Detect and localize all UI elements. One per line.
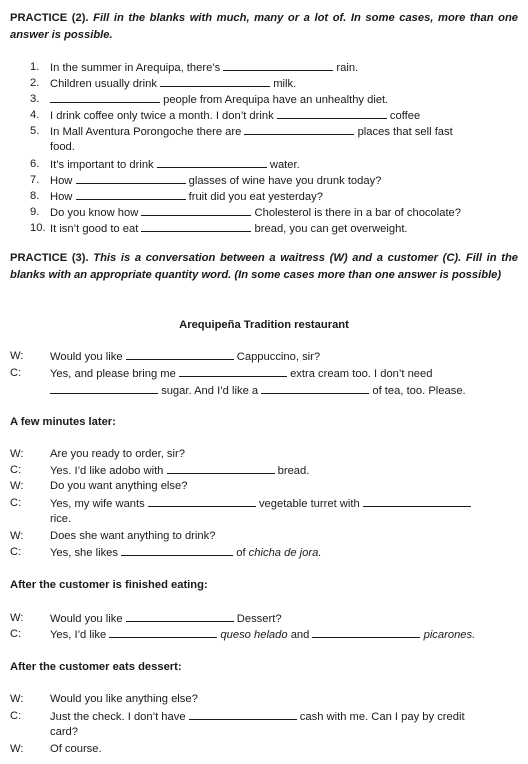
answer-blank[interactable]: [179, 365, 287, 377]
list-item: In the summer in Arequipa, there’s rain.: [50, 59, 358, 77]
section-heading-later: A few minutes later:: [10, 416, 116, 428]
list-item: Children usually drink milk.: [50, 75, 296, 93]
answer-blank[interactable]: [121, 544, 233, 556]
item-number: 2.: [30, 77, 40, 89]
item-number: 6.: [30, 158, 40, 170]
item-number: 10.: [30, 222, 46, 234]
speaker-label: W:: [10, 612, 24, 624]
dialogue-line: Of course.: [50, 743, 102, 755]
list-item: How glasses of wine have you drunk today?: [50, 172, 381, 190]
answer-blank[interactable]: [76, 188, 186, 200]
answer-blank[interactable]: [244, 123, 354, 135]
list-item: Do you know how Cholesterol is there in a bar of chocolate?: [50, 204, 461, 222]
list-item: people from Arequipa have an unhealthy diet.: [50, 91, 388, 109]
speaker-label: W:: [10, 693, 24, 705]
dialogue-line-continuation: sugar. And I’d like a of tea, too. Please.: [50, 382, 466, 400]
practice3-lead: PRACTICE (3).: [10, 252, 89, 264]
section-heading-dessert: After the customer eats dessert:: [10, 661, 182, 673]
list-item: It isn’t good to eat bread, you can get overweight.: [50, 220, 408, 238]
list-item: In Mall Aventura Porongoche there are places that sell fast: [50, 123, 453, 141]
dialogue-line: Would you like Dessert?: [50, 610, 282, 628]
answer-blank[interactable]: [167, 462, 275, 474]
dialogue-line: Would you like anything else?: [50, 693, 198, 705]
dialogue-line: Yes. I’d like adobo with bread.: [50, 462, 309, 480]
list-item: How fruit did you eat yesterday?: [50, 188, 323, 206]
item-number: 4.: [30, 109, 40, 121]
item-number: 3.: [30, 93, 40, 105]
practice2-instruction: Fill in the blanks with much, many or a lot of. In some cases, more than one answer is possible.: [10, 12, 519, 41]
section-heading-finished: After the customer is finished eating:: [10, 579, 208, 591]
dialogue-line: Yes, I’d like queso helado and picarones.: [50, 626, 475, 644]
item-number: 8.: [30, 190, 40, 202]
answer-blank[interactable]: [277, 107, 387, 119]
list-item: I drink coffee only twice a month. I don’t drink coffee: [50, 107, 420, 125]
answer-blank[interactable]: [157, 156, 267, 168]
dialogue-line: Yes, and please bring me extra cream too. I don’t need: [50, 365, 432, 383]
list-item: It’s important to drink water.: [50, 156, 300, 174]
speaker-label: C:: [10, 710, 22, 722]
item-number: 5.: [30, 125, 40, 137]
dialogue-line: Does she want anything to drink?: [50, 530, 216, 542]
answer-blank[interactable]: [50, 382, 158, 394]
answer-blank[interactable]: [261, 382, 369, 394]
speaker-label: W:: [10, 480, 24, 492]
list-item-continuation: food.: [50, 141, 75, 153]
speaker-label: W:: [10, 530, 24, 542]
dialogue-line: Yes, my wife wants vegetable turret with: [50, 495, 471, 513]
speaker-label: C:: [10, 367, 22, 379]
speaker-label: C:: [10, 546, 22, 558]
dialogue-line: Yes, she likes of chicha de jora.: [50, 544, 321, 562]
answer-blank[interactable]: [363, 495, 471, 507]
answer-blank[interactable]: [126, 348, 234, 360]
answer-blank[interactable]: [141, 220, 251, 232]
answer-blank[interactable]: [223, 59, 333, 71]
item-number: 7.: [30, 174, 40, 186]
speaker-label: C:: [10, 628, 22, 640]
practice3-instruction: This is a conversation between a waitress (W) and a customer (C). Fill in the blanks with an appropriate quantity word. (In some cases more than one answer is possible): [10, 252, 519, 281]
dialogue-line: Just the check. I don’t have cash with me. Can I pay by credit: [50, 708, 465, 726]
answer-blank[interactable]: [109, 626, 217, 638]
practice2-heading: [10, 10, 518, 43]
restaurant-title: Arequipeña Tradition restaurant: [179, 319, 349, 331]
speaker-label: C:: [10, 464, 22, 476]
item-number: 9.: [30, 206, 40, 218]
answer-blank[interactable]: [76, 172, 186, 184]
speaker-label: W:: [10, 448, 24, 460]
answer-blank[interactable]: [126, 610, 234, 622]
dialogue-line: Would you like Cappuccino, sir?: [50, 348, 320, 366]
practice2-lead: PRACTICE (2).: [10, 12, 89, 24]
answer-blank[interactable]: [148, 495, 256, 507]
speaker-label: W:: [10, 743, 24, 755]
speaker-label: W:: [10, 350, 24, 362]
answer-blank[interactable]: [50, 91, 160, 103]
answer-blank[interactable]: [189, 708, 297, 720]
dialogue-line-continuation: card?: [50, 726, 78, 738]
dialogue-line-continuation: rice.: [50, 513, 72, 525]
answer-blank[interactable]: [312, 626, 420, 638]
dialogue-line: Are you ready to order, sir?: [50, 448, 185, 460]
dialogue-line: Do you want anything else?: [50, 480, 188, 492]
practice3-heading: [10, 250, 518, 283]
answer-blank[interactable]: [160, 75, 270, 87]
answer-blank[interactable]: [141, 204, 251, 216]
speaker-label: C:: [10, 497, 22, 509]
item-number: 1.: [30, 61, 40, 73]
